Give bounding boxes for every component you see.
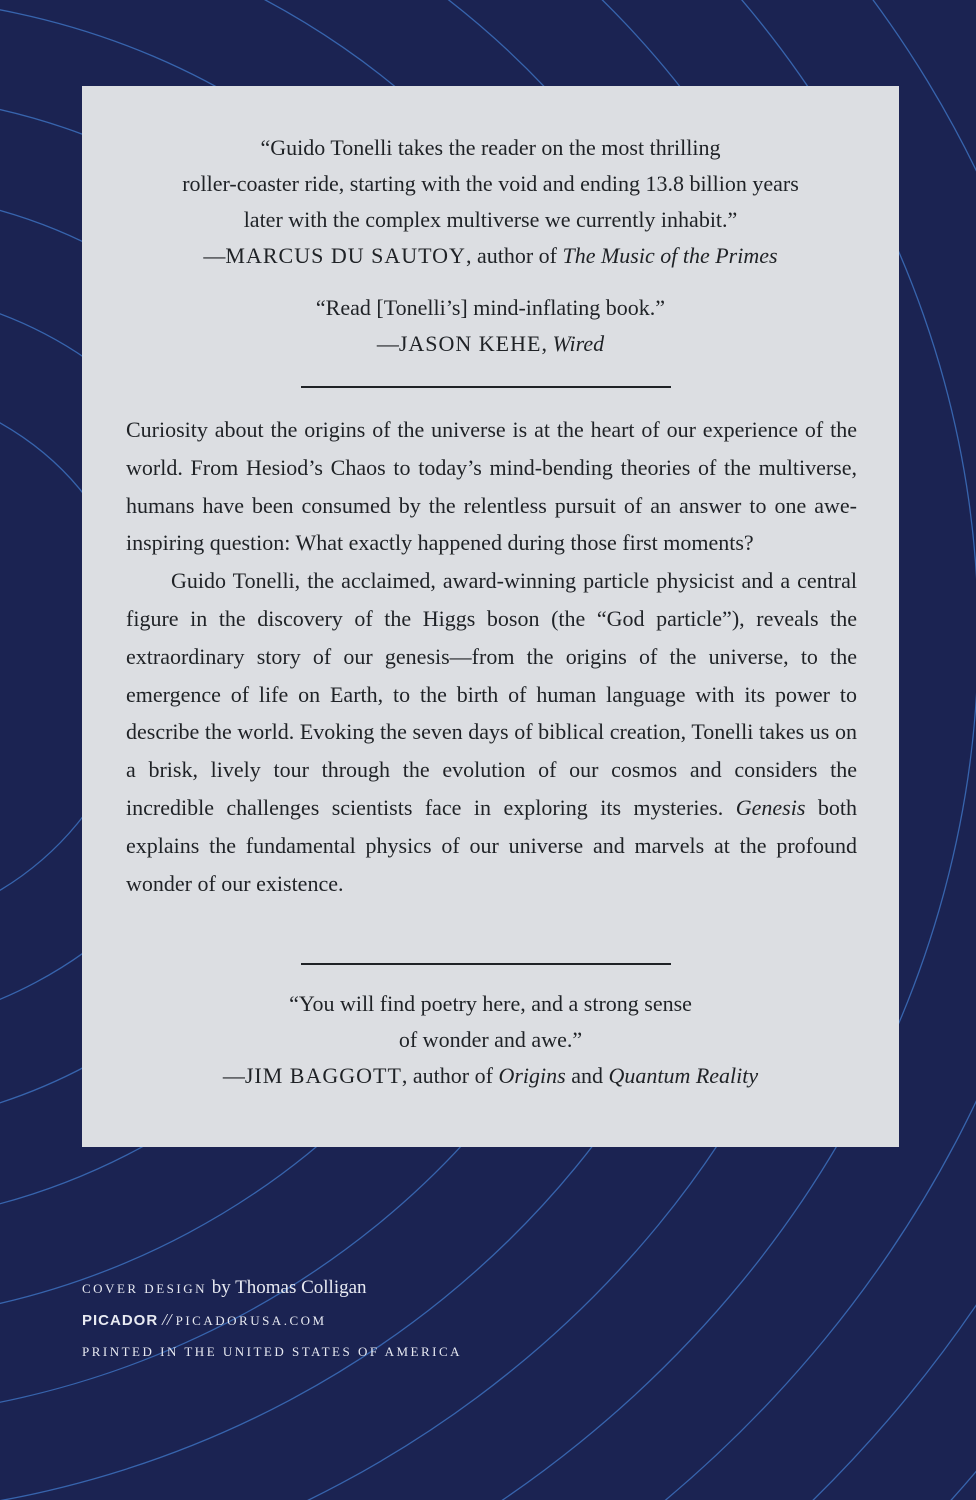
publisher-website: PICADORUSA.COM [175, 1313, 327, 1328]
attribution-dash: — [376, 331, 399, 356]
description-paragraph: Curiosity about the origins of the universe is at the heart of our experience of the world. From Hesiod’s Chaos to today’s mind-bending theories of the multiverse, humans have been consumed by the relentless pursuit of an answer to one awe-inspiring question: What exactly happened during those first moments? [126, 417, 857, 556]
book-title: Genesis [735, 794, 806, 820]
description-text: both explains the fundamental physics of our universe and marvels at the profound wonder of our existence. [126, 794, 857, 896]
publisher-line [82, 1310, 462, 1343]
quote-text-line: later with the complex multiverse we currently inhabit.” [243, 207, 738, 232]
printed-in-line [82, 1343, 462, 1376]
designer-credit: by Thomas Colligan [206, 1277, 367, 1298]
quote-attribution [82, 238, 899, 274]
blurb-panel [82, 86, 899, 1147]
divider-rule [301, 963, 671, 965]
quote-kehe [82, 290, 899, 362]
attribution-connector: , author of [401, 1063, 499, 1088]
quote-text-line: “You will find poetry here, and a strong sense [289, 991, 692, 1016]
book-description [126, 411, 857, 902]
attribution-name: JIM BAGGOTT [244, 1063, 402, 1088]
attribution-work: The Music of the Primes [562, 243, 778, 268]
attribution-dash: — [203, 243, 226, 268]
quote-baggott [82, 986, 899, 1094]
cover-design-credit [82, 1277, 462, 1310]
quote-attribution [82, 1058, 899, 1094]
cover-credits [82, 1277, 462, 1376]
description-text: Guido Tonelli, the acclaimed, award-winning particle physicist and a central figure in the discovery of the Higgs boson (the “God particle”), reveals the extraordinary story of our genesis—from the origins of the universe, to the emergence of life on Earth, to the birth of human language with its power to describe the world. Evoking the seven days of biblical creation, Tonelli takes us on a brisk, lively tour through the evolution of our cosmos and considers the incredible challenges scientists face in exploring its mysteries. [126, 568, 857, 820]
quote-text-line: “Guido Tonelli takes the reader on the most thrilling [260, 135, 721, 160]
attribution-work: Origins [498, 1063, 566, 1088]
printed-in-text: PRINTED IN THE UNITED STATES OF AMERICA [82, 1344, 463, 1359]
description-paragraph [126, 562, 857, 902]
cover-design-label: COVER DESIGN [82, 1281, 207, 1296]
attribution-connector: and [565, 1063, 609, 1088]
attribution-connector: , author of [465, 243, 563, 268]
separator: // [162, 1310, 172, 1329]
quote-du-sautoy [82, 130, 899, 274]
attribution-dash: — [222, 1063, 245, 1088]
quote-attribution [82, 326, 899, 362]
attribution-work: Wired [552, 331, 605, 356]
quote-text-line: roller-coaster ride, starting with the void and ending 13.8 billion years [182, 171, 799, 196]
attribution-work: Quantum Reality [608, 1063, 759, 1088]
publisher-logo: PICADOR [82, 1312, 159, 1329]
quote-text-line: “Read [Tonelli’s] mind-inflating book.” [315, 295, 666, 320]
divider-rule [301, 386, 671, 388]
quote-text-line: of wonder and awe.” [398, 1027, 583, 1052]
attribution-name: JASON KEHE [398, 331, 542, 356]
attribution-name: MARCUS DU SAUTOY [225, 243, 466, 268]
attribution-connector: , [541, 331, 553, 356]
